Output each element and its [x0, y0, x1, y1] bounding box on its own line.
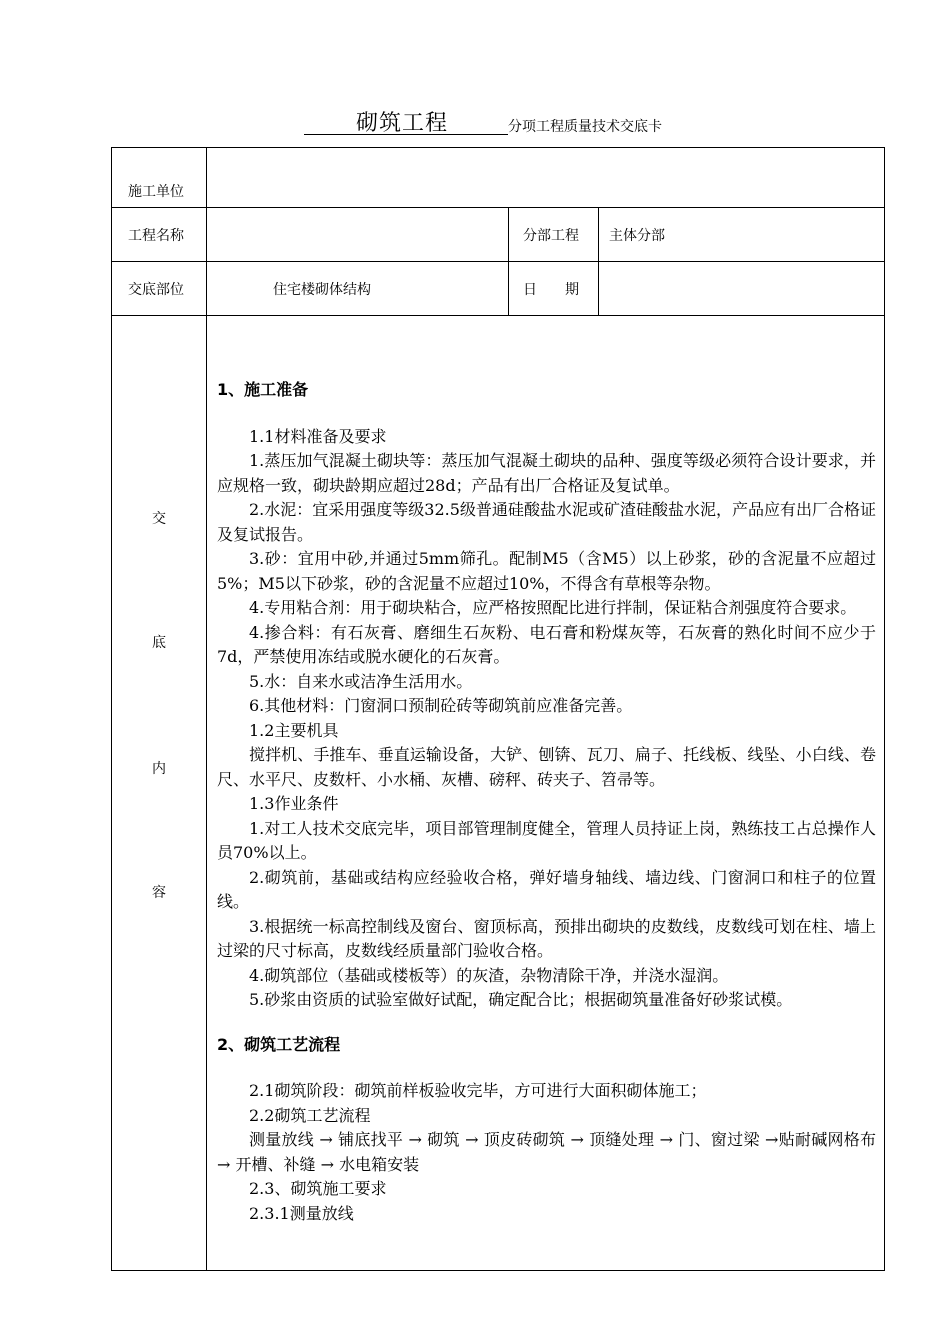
- date-label-a: 日: [523, 281, 537, 298]
- s1-line: 2.砌筑前，基础或结构应经验收合格，弹好墙身轴线、墙边线、门窗洞口和柱子的位置线。: [217, 867, 877, 911]
- s1-line: 1.2主要机具: [249, 720, 339, 740]
- section-2-title: 2、砌筑工艺流程: [217, 1034, 341, 1054]
- s2-line: 测量放线 → 铺底找平 → 砌筑 → 顶皮砖砌筑 → 顶缝处理 → 门、窗过梁 →贴耐碱网格布 → 开槽、补缝 → 水电箱安装: [217, 1130, 877, 1174]
- s2-line: 2.2砌筑工艺流程: [249, 1105, 371, 1125]
- s1-line: 5.水：自来水或洁净生活用水。: [249, 671, 473, 691]
- date-label-b: 期: [565, 281, 579, 298]
- s2-line: 2.3、砌筑施工要求: [249, 1179, 387, 1198]
- s1-line: 5.砂浆由资质的试验室做好试配，确定配合比；根据砌筑量准备好砂浆试模。: [249, 990, 793, 1009]
- date-label: [509, 262, 599, 316]
- s1-line: 1.对工人技术交底完毕，项目部管理制度健全，管理人员持证上岗，熟练技工占总操作人员70%以上。: [217, 818, 877, 862]
- date-value: [599, 262, 885, 316]
- title-main: 砌筑工程: [356, 111, 449, 136]
- s1-line: 4.专用粘合剂：用于砌块粘合，应严格按照配比进行拌制，保证粘合剂强度符合要求。: [249, 598, 857, 617]
- construction-unit-value: [207, 148, 885, 208]
- s1-line: 4.掺合料：有石灰膏、磨细生石灰粉、电石膏和粉煤灰等，石灰膏的熟化时间不应少于7d，严禁使用冻结或脱水硬化的石灰膏。: [217, 622, 877, 666]
- disclosure-card-table: [111, 147, 885, 1271]
- project-name-label: 工程名称: [112, 208, 207, 262]
- side-label-4: 容: [152, 885, 166, 901]
- sub-project-value: 主体分部: [599, 208, 885, 262]
- side-label-1: 交: [152, 511, 166, 527]
- construction-unit-label: 施工单位: [112, 148, 207, 208]
- s1-line: 2.水泥：宜采用强度等级32.5级普通硅酸盐水泥或矿渣硅酸盐水泥，产品应有出厂合格证及复试报告。: [217, 500, 877, 544]
- s1-line: 1.蒸压加气混凝土砌块等：蒸压加气混凝土砌块的品种、强度等级必须符合设计要求，并应规格一致，砌块龄期应超过28d；产品有出厂合格证及复试单。: [217, 451, 877, 495]
- s1-line: 1.3作业条件: [249, 794, 339, 813]
- title-sub: 分项工程质量技术交底卡: [508, 119, 662, 135]
- sub-project-label: 分部工程: [509, 208, 599, 262]
- s1-line: 3.砂：宜用中砂,并通过5mm筛孔。配制M5（含M5）以上砂浆，砂的含泥量不应超过5%；M5以下砂浆，砂的含泥量不应超过10%，不得含有草根等杂物。: [217, 549, 877, 593]
- s1-line: 4.砌筑部位（基础或楼板等）的灰渣，杂物清除干净，并浇水湿润。: [249, 965, 729, 985]
- side-label-2: 底: [152, 635, 166, 651]
- side-label-column: [112, 316, 207, 1271]
- s1-line: 6.其他材料：门窗洞口预制砼砖等砌筑前应准备完善。: [249, 696, 633, 715]
- content-body: [207, 316, 885, 1271]
- s2-line: 2.3.1测量放线: [249, 1203, 354, 1223]
- row-project-name: [112, 208, 885, 262]
- project-name-value: [207, 208, 509, 262]
- s2-line: 2.1砌筑阶段：砌筑前样板验收完毕，方可进行大面积砌体施工；: [249, 1081, 707, 1100]
- s1-line: 1.1材料准备及要求: [249, 426, 387, 446]
- s1-line: 搅拌机、手推车、垂直运输设备，大铲、刨锛、瓦刀、扁子、托线板、线坠、小白线、卷尺、水平尺、皮数杆、小水桶、灰槽、磅秤、砖夹子、笤帚等。: [217, 745, 877, 789]
- row-content: [112, 316, 885, 1271]
- s1-line: 3.根据统一标高控制线及窗台、窗顶标高，预排出砌块的皮数线，皮数线可划在柱、墙上过梁的尺寸标高，皮数线经质量部门验收合格。: [217, 916, 877, 960]
- section-1-title: 1、施工准备: [217, 380, 309, 399]
- location-label: 交底部位: [112, 262, 207, 316]
- row-location: [112, 262, 885, 316]
- location-value: 住宅楼砌体结构: [207, 262, 509, 316]
- card-title: [0, 104, 950, 140]
- side-label-3: 内: [152, 761, 166, 777]
- row-construction-unit: [112, 148, 885, 208]
